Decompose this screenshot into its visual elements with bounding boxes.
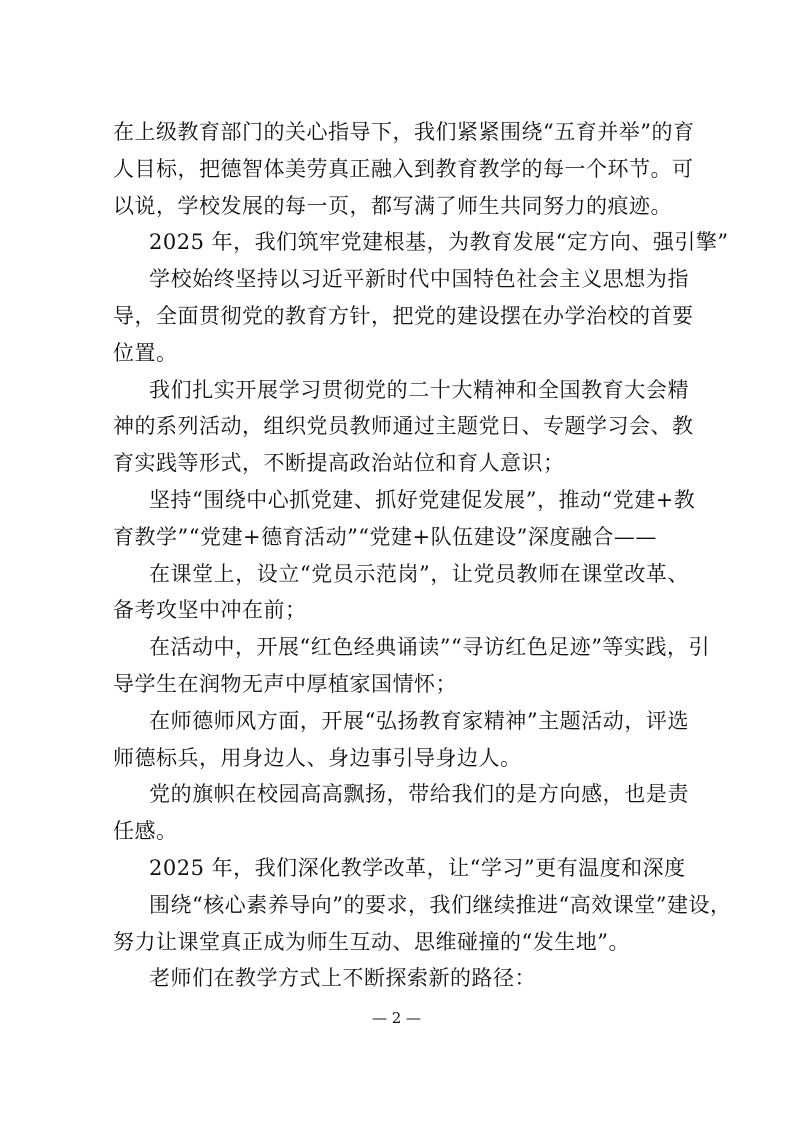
- text-line: 围绕“核心素养导向”的要求，我们继续推进“高效课堂”建设，: [149, 892, 732, 917]
- section-heading: 2025 年，我们筑牢党建根基，为教育发展“定方向、强引擎”: [149, 230, 729, 255]
- text-line: 导学生在润物无声中厚植家国情怀；: [113, 671, 457, 696]
- text-line: 党的旗帜在校园高高飘扬，带给我们的是方向感，也是责: [149, 782, 689, 807]
- text-line: 学校始终坚持以习近平新时代中国特色社会主义思想为指: [149, 267, 689, 292]
- text-line: 以说，学校发展的每一页，都写满了师生共同努力的痕迹。: [113, 193, 672, 218]
- text-line: 育教学”“党建+德育活动”“党建+队伍建设”深度融合——: [113, 524, 657, 549]
- text-line: 育实践等形式，不断提高政治站位和育人意识；: [113, 451, 565, 476]
- text-line: 师德标兵，用身边人、身边事引导身边人。: [113, 745, 522, 770]
- body-text: [113, 114, 732, 997]
- text-line: 任感。: [113, 819, 178, 844]
- text-line: 在师德师风方面，开展“弘扬教育家精神”主题活动，评选: [149, 708, 689, 733]
- text-line: 在活动中，开展“红色经典诵读”“寻访红色足迹”等实践，引: [149, 635, 710, 660]
- text-line: 导，全面贯彻党的教育方针，把党的建设摆在办学治校的首要: [113, 303, 694, 328]
- page-number: — 2 —: [371, 1009, 422, 1027]
- text-line: 备考攻坚中冲在前；: [113, 598, 307, 623]
- text-line: 神的系列活动，组织党员教师通过主题党日、专题学习会、教: [113, 414, 694, 439]
- text-line: 在上级教育部门的关心指导下，我们紧紧围绕“五育并举”的育: [113, 120, 695, 144]
- section-heading: 2025 年，我们深化教学改革，让“学习”更有温度和深度: [149, 855, 686, 880]
- text-line: 老师们在教学方式上不断探索新的路径：: [149, 966, 536, 991]
- text-line: 努力让课堂真正成为师生互动、思维碰撞的“发生地”。: [113, 929, 630, 954]
- text-line: 位置。: [113, 340, 178, 365]
- text-line: 人目标，把德智体美劳真正融入到教育教学的每一个环节。可: [113, 156, 694, 181]
- text-line: 在课堂上，设立“党员示范岗”，让党员教师在课堂改革、: [149, 561, 689, 586]
- text-line: 我们扎实开展学习贯彻党的二十大精神和全国教育大会精: [149, 377, 689, 402]
- text-line: 坚持“围绕中心抓党建、抓好党建促发展”，推动“党建+教: [149, 487, 696, 512]
